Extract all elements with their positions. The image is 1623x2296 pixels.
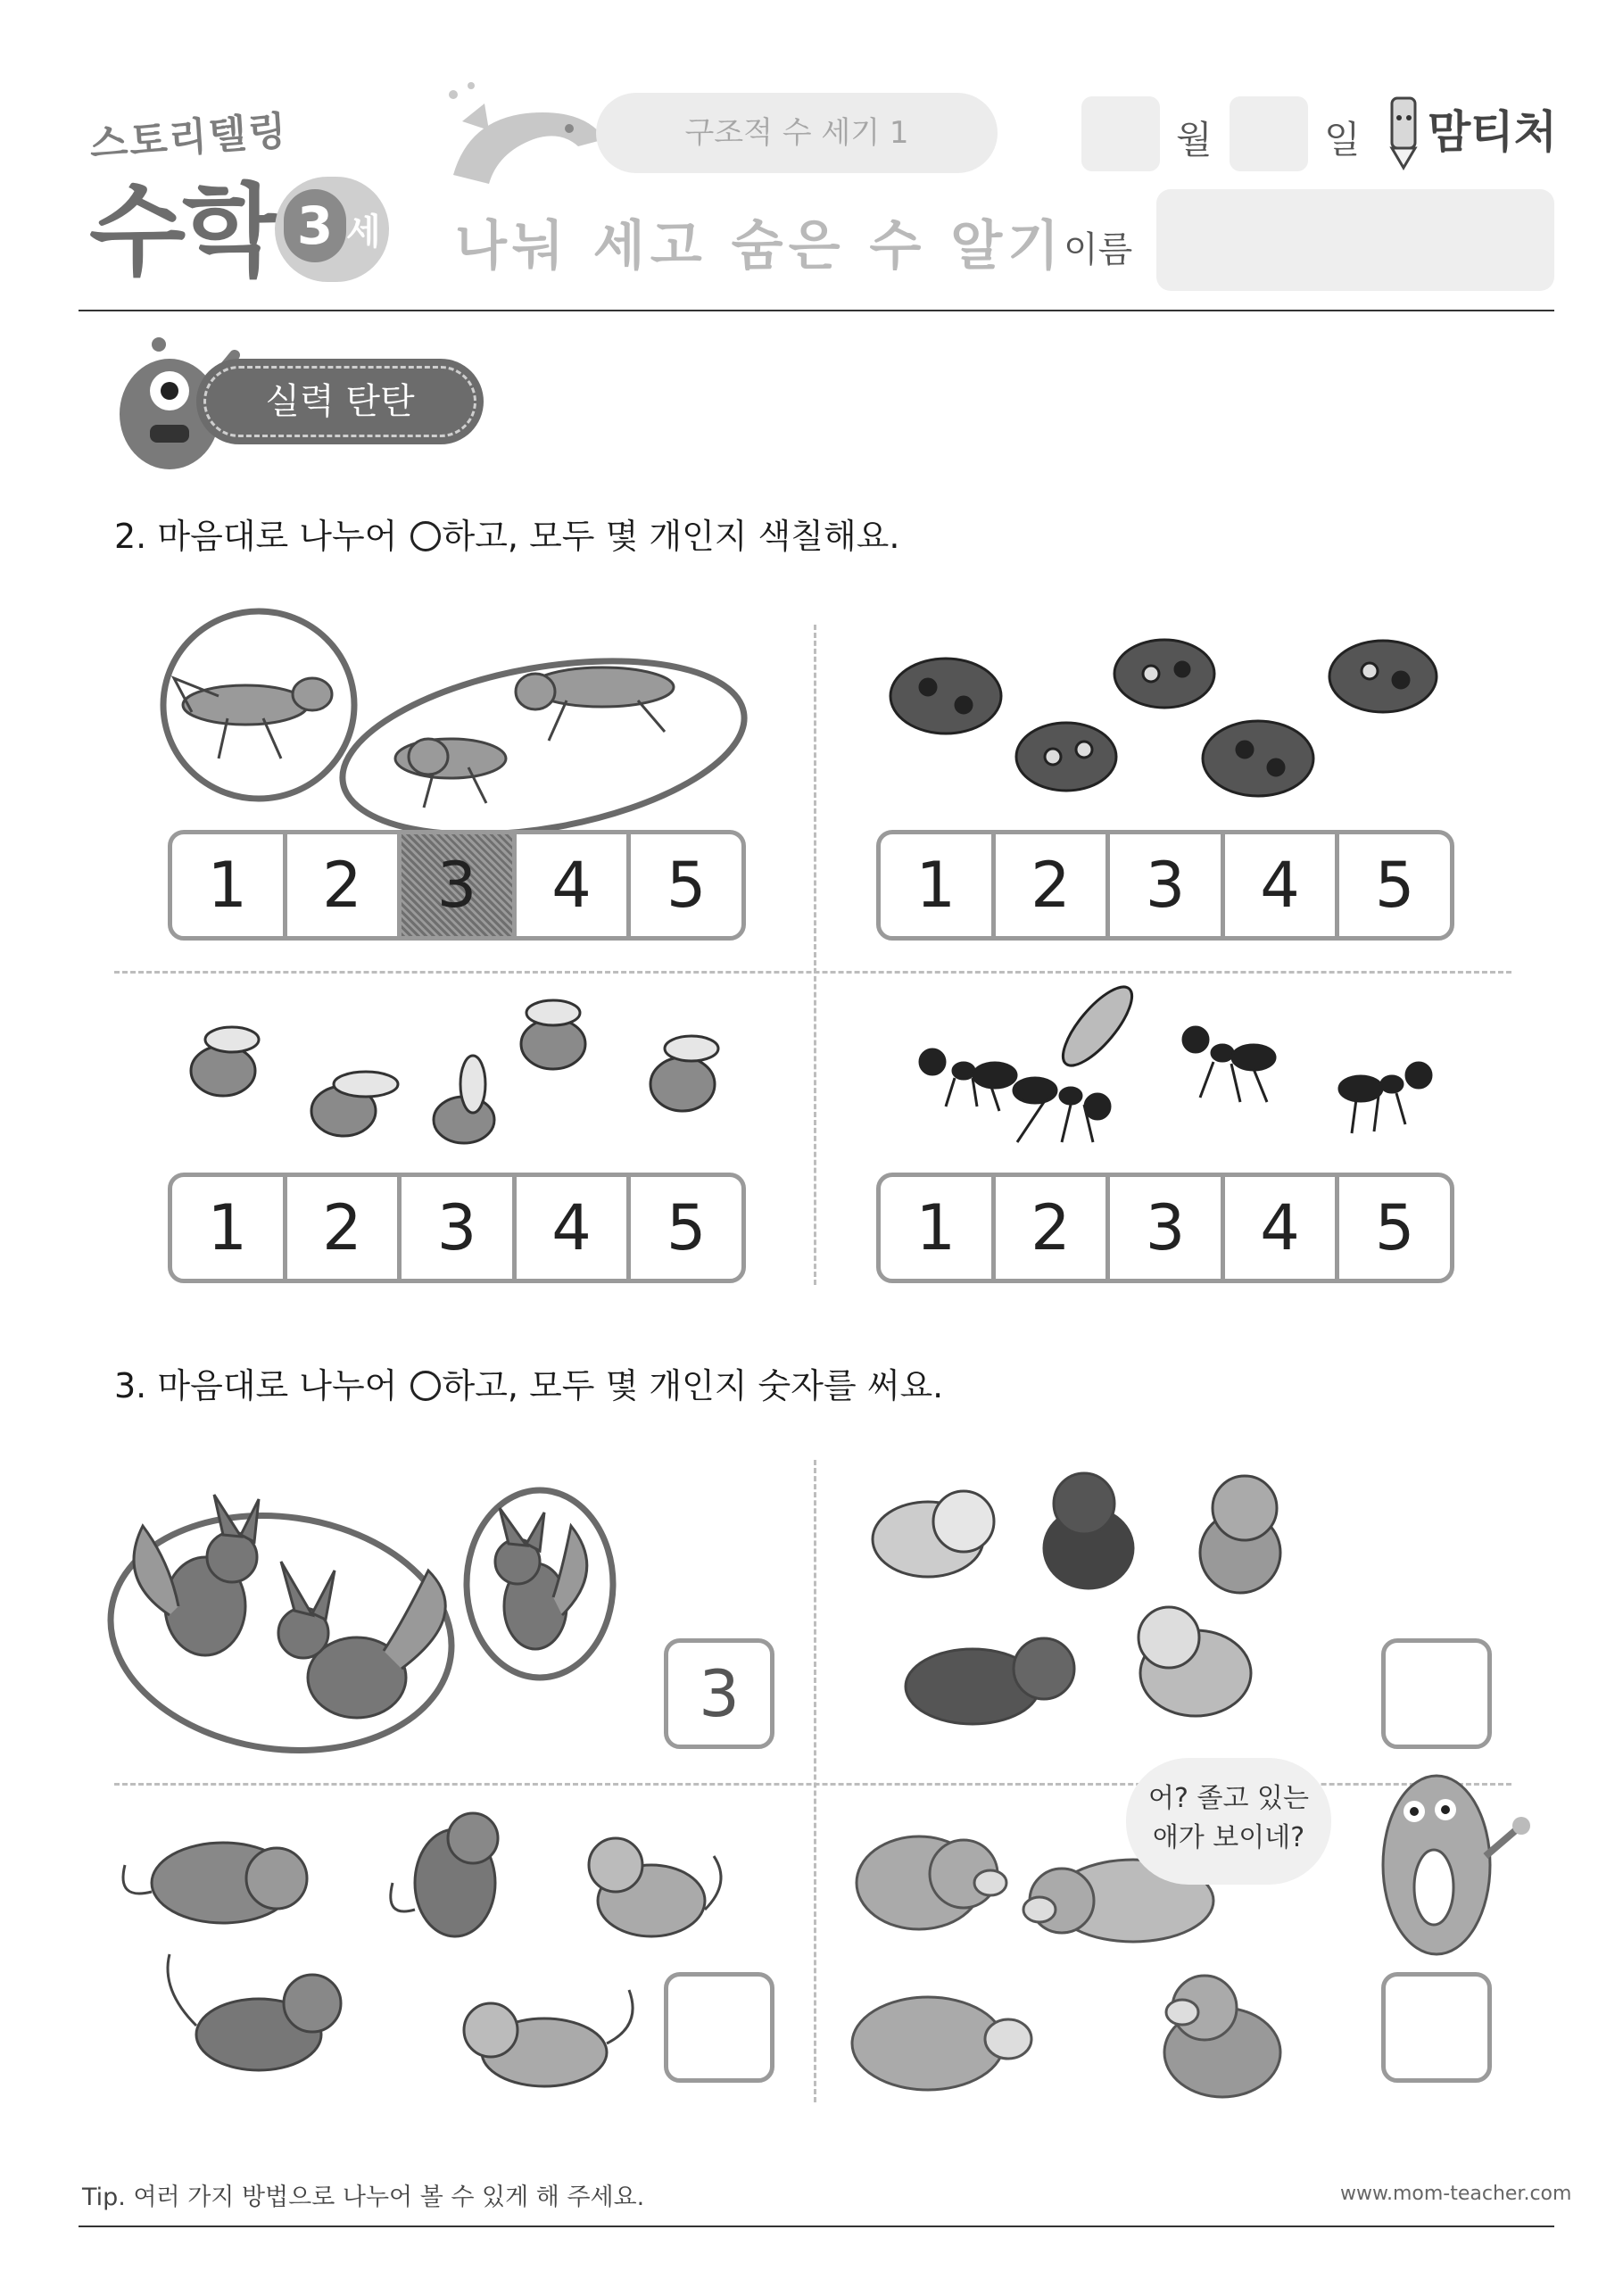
ladybug-icon [1203,721,1313,796]
day-label: 일 [1324,118,1361,162]
ladybug-icon [1114,640,1214,708]
cat-icon [464,1990,633,2086]
subject-pill: 구조적 수 세기 1 [596,93,998,173]
squirrel-icon [495,1508,587,1649]
number-strip-bee [168,1173,746,1283]
pig-icon [857,1836,1006,1929]
brand-logo: 맘티처 [1428,106,1557,158]
series-name-top: 스토리텔링 [87,108,290,168]
number-strip-ant [876,1173,1454,1283]
cat-panel-art [116,1811,732,2115]
cat-icon [168,1954,341,2070]
cat-icon [123,1843,307,1923]
grasshopper-icon [174,678,332,758]
grasshopper-icon [395,739,506,808]
ladybug-icon [890,659,1001,734]
question-3-text-after: 하고, 모두 몇 개인지 숫자를 써요. [442,1366,944,1405]
circle-symbol-icon [410,1371,441,1401]
ant-icon [1014,977,1143,1142]
bee-icon [311,1072,398,1136]
question-2-text-after: 하고, 모두 몇 개인지 색칠해요. [442,517,900,556]
number-cell-5[interactable]: 5 [626,834,741,936]
ant-icon [920,1049,1016,1111]
number-cell-3[interactable]: 3 [1105,1177,1221,1279]
dog-panel-art [865,1459,1312,1753]
name-label: 이름 [1064,229,1133,270]
number-cell-4[interactable]: 4 [512,1177,627,1279]
dolphin-icon [435,77,614,202]
number-cell-4[interactable]: 4 [1221,834,1336,936]
number-cell-2[interactable]: 2 [283,1177,398,1279]
grasshopper-icon [516,667,674,741]
bee-icon [434,1056,494,1143]
number-cell-2[interactable]: 2 [991,1177,1106,1279]
number-cell-5[interactable]: 5 [626,1177,741,1279]
question-2-title [114,509,899,558]
month-input-box[interactable] [1081,96,1160,171]
number-cell-1[interactable]: 1 [915,1191,956,1264]
number-cell-1[interactable]: 1 [207,849,248,922]
footer-url: www.mom-teacher.com [1340,2183,1572,2205]
answer-box-squirrel[interactable]: 3 [664,1638,774,1749]
ant-icon [1339,1063,1431,1133]
bee-panel-art [178,986,749,1156]
number-strip-ladybug [876,830,1454,941]
squirrel-icon [278,1562,445,1718]
question-3-title [114,1358,943,1407]
dog-icon [1139,1607,1251,1716]
footer-tip: Tip. 여러 가지 방법으로 나누어 볼 수 있게 해 주세요. [82,2184,645,2211]
pig-icon [852,1997,1031,2090]
footer-divider [79,2226,1554,2227]
question-3-text-before: 마음대로 나누어 [157,1366,398,1405]
drawn-circle-large [329,634,758,862]
squirrel-panel-art [107,1472,660,1758]
section-badge-label: 실력 탄탄 [203,366,476,437]
panel-divider-horizontal [114,971,1511,974]
number-cell-3-shaded[interactable]: 3 [397,834,512,936]
panel-divider-vertical [814,625,816,1285]
bee-icon [521,1000,585,1069]
number-cell-4[interactable]: 4 [1221,1177,1336,1279]
answer-box-dog[interactable] [1381,1638,1492,1749]
bee-icon [191,1027,259,1096]
speech-line-2: 애가 보이네? [1152,1822,1305,1853]
question-2-number: 2. [114,517,147,556]
age-unit: 세 [346,211,381,253]
day-input-box[interactable] [1230,96,1308,171]
month-label: 월 [1176,118,1213,162]
dog-icon [1200,1476,1280,1593]
answer-box-cat[interactable] [664,1972,774,2083]
ladybug-panel-art [883,625,1463,812]
dog-icon [873,1491,994,1577]
question-2-text-before: 마음대로 나누어 [157,517,398,556]
number-cell-3[interactable]: 3 [1105,834,1221,936]
header-divider [79,310,1554,311]
number-cell-1[interactable]: 1 [207,1191,248,1264]
number-cell-5[interactable]: 5 [1335,1177,1450,1279]
question-3-number: 3. [114,1366,147,1405]
dog-icon [906,1638,1074,1724]
ant-panel-art [892,991,1463,1151]
monster-character-icon [1352,1749,1539,1972]
section-badge [196,359,484,444]
number-cell-4[interactable]: 4 [512,834,627,936]
ladybug-icon [1016,723,1116,791]
number-strip-grasshopper [168,830,746,941]
pencil-icon [1381,89,1426,170]
cat-icon [391,1813,498,1936]
number-cell-5[interactable]: 5 [1335,834,1450,936]
number-cell-3[interactable]: 3 [397,1177,512,1279]
cat-icon [589,1838,721,1936]
dog-icon [1044,1473,1133,1588]
circle-symbol-icon [410,521,441,551]
answer-box-pig[interactable] [1381,1972,1492,2083]
name-input-box[interactable] [1156,189,1554,291]
number-cell-2[interactable]: 2 [991,834,1106,936]
speech-line-1: 어? 졸고 있는 [1148,1783,1309,1814]
speech-bubble [1126,1758,1331,1885]
ant-icon [1183,1027,1275,1102]
ladybug-icon [1329,641,1437,712]
age-number: 3 [284,189,346,262]
worksheet-title: 나눠 세고 숨은 수 알기 [455,215,1065,278]
series-name-main: 수학 [89,174,276,290]
number-cell-2[interactable]: 2 [283,834,398,936]
pig-icon [1164,1976,1280,2097]
panel-divider-vertical [814,1460,816,2102]
grasshopper-panel-art [156,607,763,830]
bee-icon [650,1036,718,1111]
number-cell-1[interactable]: 1 [915,849,956,922]
